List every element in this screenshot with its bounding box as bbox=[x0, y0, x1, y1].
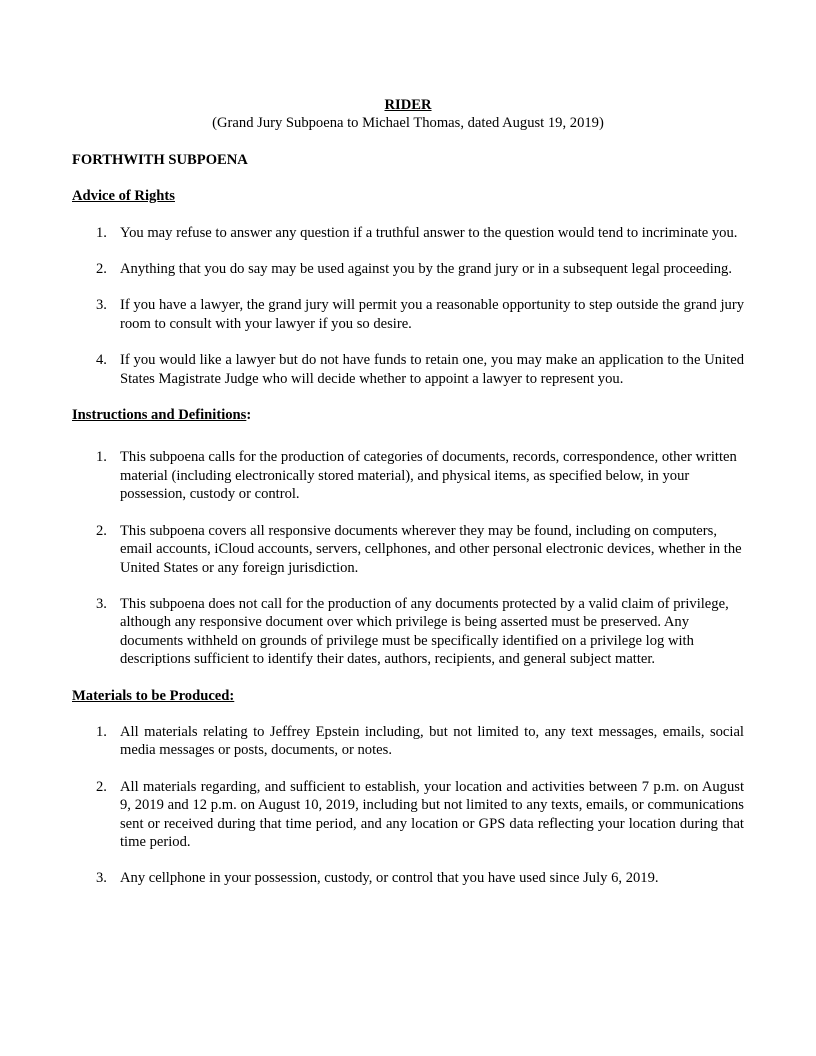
advice-heading-text: Advice of Rights bbox=[72, 188, 175, 205]
list-number: 2. bbox=[96, 522, 107, 539]
material-item bbox=[72, 723, 744, 760]
materials-heading bbox=[72, 687, 744, 705]
list-text: If you have a lawyer, the grand jury will permit you a reasonable opportunity to step outside the grand jury room to consult with your lawyer if you so desire. bbox=[120, 297, 744, 332]
material-item bbox=[72, 869, 744, 887]
list-number: 1. bbox=[96, 723, 107, 740]
list-number: 1. bbox=[96, 224, 107, 241]
document-page bbox=[72, 96, 744, 888]
forthwith-heading: FORTHWITH SUBPOENA bbox=[72, 151, 248, 168]
list-number: 2. bbox=[96, 778, 107, 795]
document-title: RIDER bbox=[384, 97, 432, 113]
advice-item bbox=[72, 224, 744, 242]
list-number: 2. bbox=[96, 261, 107, 278]
list-text: This subpoena does not call for the production of any documents protected by a valid claim of privilege, although any responsive document over which privilege is being asserted must be preserved. Any documents withheld on grounds of privilege must be specifically identified on a privilege log with descriptions sufficient to identify their dates, authors, recipients, and general subject matter. bbox=[120, 595, 729, 668]
advice-item bbox=[72, 351, 744, 388]
instructions-list bbox=[72, 448, 744, 668]
list-number: 3. bbox=[96, 870, 107, 887]
list-text: All materials regarding, and sufficient to establish, your location and activities between 7 p.m. on August 9, 2019 and 12 p.m. on August 10, 2019, including but not limited to any texts, emails, or communications sent or received during that time period, and any location or GPS data reflecting your location during that time period. bbox=[120, 778, 744, 850]
instruction-item bbox=[72, 522, 744, 577]
list-text: Any cellphone in your possession, custody, or control that you have used since July 6, 2019. bbox=[120, 870, 659, 887]
advice-heading bbox=[72, 187, 744, 205]
instruction-item bbox=[72, 448, 744, 503]
list-text: All materials relating to Jeffrey Epstein including, but not limited to, any text messages, emails, social media messages or posts, documents, or notes. bbox=[120, 723, 744, 759]
instruction-item bbox=[72, 595, 744, 669]
materials-list bbox=[72, 723, 744, 888]
list-number: 4. bbox=[96, 352, 107, 369]
list-number: 3. bbox=[96, 595, 107, 612]
material-item bbox=[72, 778, 744, 852]
advice-list bbox=[72, 224, 744, 388]
advice-item bbox=[72, 296, 744, 333]
list-number: 3. bbox=[96, 297, 107, 314]
advice-item bbox=[72, 260, 744, 278]
list-text: If you would like a lawyer but do not have funds to retain one, you may make an application to the United States Magistrate Judge who will decide whether to appoint a lawyer to represent you. bbox=[120, 352, 744, 387]
document-subtitle: (Grand Jury Subpoena to Michael Thomas, dated August 19, 2019) bbox=[212, 115, 604, 132]
list-number: 1. bbox=[96, 449, 107, 466]
instructions-heading-colon: : bbox=[246, 407, 252, 424]
instructions-heading-text: Instructions and Definitions bbox=[72, 407, 247, 424]
materials-heading-text: Materials to be Produced: bbox=[72, 687, 235, 704]
list-text: Anything that you do say may be used against you by the grand jury or in a subsequent legal proceeding. bbox=[120, 261, 732, 278]
list-text: This subpoena covers all responsive documents wherever they may be found, including on computers, email accounts, iCloud accounts, servers, cellphones, and other personal electronic devices, whether in the United States or any foreign jurisdiction. bbox=[120, 522, 742, 576]
list-text: This subpoena calls for the production of categories of documents, records, correspondence, other written material (including electronically stored material), and physical items, as specified below, in your possession, custody or control. bbox=[120, 449, 737, 503]
list-text: You may refuse to answer any question if a truthful answer to the question would tend to incriminate you. bbox=[120, 224, 738, 241]
instructions-heading bbox=[72, 406, 744, 424]
